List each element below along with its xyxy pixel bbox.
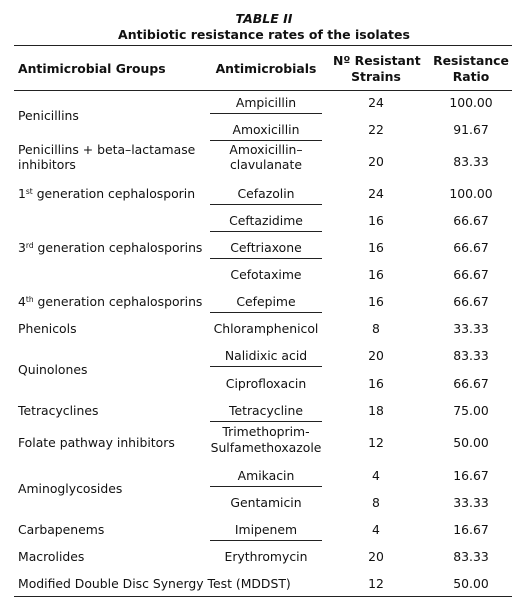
cell-border bbox=[210, 140, 322, 141]
ordinal-suffix: rd bbox=[25, 241, 34, 250]
group-mddst: Modified Double Disc Synergy Test (MDDST) bbox=[18, 576, 291, 591]
strains-cell: 22 bbox=[368, 122, 384, 137]
header-rule bbox=[14, 90, 512, 91]
drug-cell: Ceftazidime bbox=[229, 213, 303, 228]
strains-cell: 20 bbox=[368, 154, 384, 169]
drug-cell-l2: clavulanate bbox=[230, 157, 302, 172]
strains-cell: 4 bbox=[372, 468, 380, 483]
drug-cell: Erythromycin bbox=[224, 549, 308, 564]
cell-border bbox=[210, 421, 322, 422]
header-resistant-strains-l2: Strains bbox=[351, 69, 401, 84]
strains-cell: 18 bbox=[368, 403, 384, 418]
ratio-cell: 100.00 bbox=[449, 186, 493, 201]
table-label: TABLE II bbox=[235, 11, 293, 26]
ratio-cell: 83.33 bbox=[453, 154, 489, 169]
cell-border bbox=[210, 113, 322, 114]
group-1st-gen-cephalosporin bbox=[18, 186, 195, 201]
strains-cell: 8 bbox=[372, 321, 380, 336]
header-resistance-ratio-l2: Ratio bbox=[452, 69, 490, 84]
cell-border bbox=[210, 258, 322, 259]
cell-border bbox=[210, 366, 322, 367]
group-penicillins: Penicillins bbox=[18, 108, 79, 123]
ratio-cell: 91.67 bbox=[453, 122, 489, 137]
ratio-cell: 83.33 bbox=[453, 549, 489, 564]
strains-cell: 4 bbox=[372, 522, 380, 537]
strains-cell: 16 bbox=[368, 267, 384, 282]
ratio-cell: 100.00 bbox=[449, 95, 493, 110]
ratio-cell: 66.67 bbox=[453, 267, 489, 282]
ratio-cell: 75.00 bbox=[453, 403, 489, 418]
top-rule bbox=[14, 45, 512, 46]
strains-cell: 20 bbox=[368, 549, 384, 564]
group-text: generation cephalosporins bbox=[33, 240, 203, 255]
drug-cell-l1: Amoxicillin– bbox=[229, 142, 303, 157]
group-3rd-gen-cephalosporins bbox=[18, 240, 202, 255]
drug-cell: Nalidixic acid bbox=[224, 348, 308, 363]
group-phenicols: Phenicols bbox=[18, 321, 77, 336]
group-quinolones: Quinolones bbox=[18, 362, 88, 377]
strains-cell: 16 bbox=[368, 213, 384, 228]
ratio-cell: 66.67 bbox=[453, 376, 489, 391]
table-title: Antibiotic resistance rates of the isolates bbox=[118, 27, 410, 42]
strains-cell: 16 bbox=[368, 240, 384, 255]
ordinal-suffix: th bbox=[25, 295, 34, 304]
drug-cell: Ciprofloxacin bbox=[225, 376, 307, 391]
ordinal-suffix: st bbox=[25, 187, 33, 196]
ratio-cell: 50.00 bbox=[453, 435, 489, 450]
header-antimicrobials: Antimicrobials bbox=[215, 61, 317, 76]
ordinal-number: 3 bbox=[18, 240, 26, 255]
strains-cell: 16 bbox=[368, 376, 384, 391]
strains-cell: 16 bbox=[368, 294, 384, 309]
ratio-cell: 33.33 bbox=[453, 321, 489, 336]
ratio-cell: 66.67 bbox=[453, 294, 489, 309]
drug-cell-l2: Sulfamethoxazole bbox=[210, 440, 322, 455]
drug-cell: Cefepime bbox=[236, 294, 296, 309]
ordinal-number: 1 bbox=[18, 186, 26, 201]
ratio-cell: 16.67 bbox=[453, 468, 489, 483]
drug-cell: Chloramphenicol bbox=[213, 321, 319, 336]
cell-border bbox=[210, 540, 322, 541]
drug-cell: Amoxicillin bbox=[232, 122, 300, 137]
ratio-cell: 83.33 bbox=[453, 348, 489, 363]
strains-cell: 8 bbox=[372, 495, 380, 510]
drug-cell: Cefazolin bbox=[237, 186, 295, 201]
group-penicillins-inhibitors-l2: inhibitors bbox=[18, 157, 76, 172]
cell-border bbox=[210, 312, 322, 313]
group-carbapenems: Carbapenems bbox=[18, 522, 105, 537]
group-macrolides: Macrolides bbox=[18, 549, 85, 564]
drug-cell: Tetracycline bbox=[229, 403, 303, 418]
header-resistance-ratio-l1: Resistance bbox=[433, 53, 509, 68]
drug-cell: Ampicillin bbox=[235, 95, 297, 110]
strains-cell: 20 bbox=[368, 348, 384, 363]
ratio-cell: 33.33 bbox=[453, 495, 489, 510]
drug-cell: Amikacin bbox=[237, 468, 295, 483]
ratio-cell: 50.00 bbox=[453, 576, 489, 591]
drug-cell: Gentamicin bbox=[230, 495, 302, 510]
drug-cell: Cefotaxime bbox=[230, 267, 302, 282]
header-resistant-strains-l1: Nº Resistant bbox=[333, 53, 421, 68]
strains-cell: 12 bbox=[368, 576, 384, 591]
group-text: generation cephalosporins bbox=[33, 294, 203, 309]
drug-cell-l1: Trimethoprim- bbox=[222, 424, 310, 439]
group-penicillins-inhibitors-l1: Penicillins + beta–lactamase bbox=[18, 142, 196, 157]
bottom-rule bbox=[14, 596, 512, 597]
header-antimicrobial-groups: Antimicrobial Groups bbox=[18, 61, 166, 76]
ratio-cell: 16.67 bbox=[453, 522, 489, 537]
cell-border bbox=[210, 486, 322, 487]
cell-border bbox=[210, 204, 322, 205]
ordinal-number: 4 bbox=[18, 294, 26, 309]
ratio-cell: 66.67 bbox=[453, 213, 489, 228]
group-aminoglycosides: Aminoglycosides bbox=[18, 481, 123, 496]
drug-cell: Ceftriaxone bbox=[230, 240, 302, 255]
strains-cell: 12 bbox=[368, 435, 384, 450]
ratio-cell: 66.67 bbox=[453, 240, 489, 255]
group-folate-pathway-inhibitors: Folate pathway inhibitors bbox=[18, 435, 175, 450]
strains-cell: 24 bbox=[368, 95, 384, 110]
group-tetracyclines: Tetracyclines bbox=[18, 403, 99, 418]
drug-cell: Imipenem bbox=[234, 522, 298, 537]
group-4th-gen-cephalosporins bbox=[18, 294, 202, 309]
cell-border bbox=[210, 231, 322, 232]
group-text: generation cephalosporin bbox=[32, 186, 196, 201]
strains-cell: 24 bbox=[368, 186, 384, 201]
